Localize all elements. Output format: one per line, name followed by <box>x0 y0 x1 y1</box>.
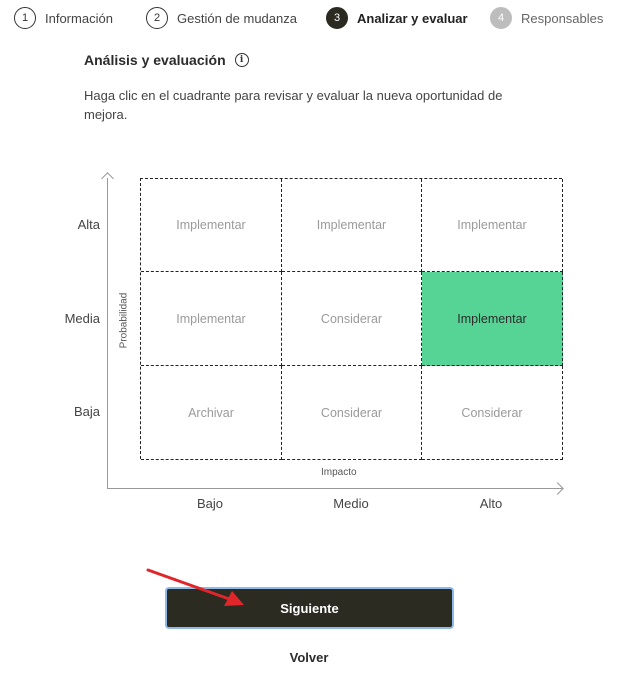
column-label-bajo: Bajo <box>196 496 224 511</box>
x-axis-arrow-icon <box>551 482 564 495</box>
back-link[interactable]: Volver <box>289 650 329 665</box>
section-description: Haga clic en el cuadrante para revisar y evaluar la nueva oportunidad de mejora. <box>84 88 503 122</box>
x-axis-title: Impacto <box>321 467 357 478</box>
risk-matrix <box>140 178 562 459</box>
x-axis-line <box>107 488 562 489</box>
section-title <box>84 52 249 68</box>
y-axis-arrow-icon <box>101 172 114 185</box>
row-label-media: Media <box>64 311 100 326</box>
step-responsables[interactable] <box>490 6 603 30</box>
step-label: Gestión de mudanza <box>177 10 297 26</box>
matrix-cell-baja-bajo[interactable]: Archivar <box>141 366 282 460</box>
info-icon[interactable]: i <box>235 53 249 67</box>
row-label-baja: Baja <box>73 404 100 419</box>
matrix-cell-alta-medio[interactable]: Implementar <box>282 179 422 272</box>
next-button[interactable]: Siguiente <box>165 587 454 629</box>
step-label: Información <box>45 10 113 26</box>
y-axis-line <box>107 178 108 488</box>
step-number: 4 <box>490 7 512 29</box>
column-label-medio: Medio <box>333 496 369 511</box>
matrix-cell-baja-medio[interactable]: Considerar <box>282 366 422 460</box>
step-analizar-y-evaluar[interactable] <box>326 6 468 30</box>
step-number: 3 <box>326 7 348 29</box>
matrix-cell-alta-alto[interactable]: Implementar <box>422 179 563 272</box>
matrix-cell-baja-alto[interactable]: Considerar <box>422 366 563 460</box>
row-label-alta: Alta <box>77 217 100 232</box>
matrix-cell-media-alto[interactable]: Implementar <box>422 272 563 366</box>
section-title-text: Análisis y evaluación <box>84 52 226 68</box>
step-label: Analizar y evaluar <box>357 10 468 26</box>
matrix-cell-alta-bajo[interactable]: Implementar <box>141 179 282 272</box>
matrix-cell-media-bajo[interactable]: Implementar <box>141 272 282 366</box>
y-axis-title: Probabilidad <box>118 292 130 349</box>
step-informacion[interactable] <box>14 6 113 30</box>
step-label: Responsables <box>521 10 604 26</box>
step-number: 2 <box>146 7 168 29</box>
step-gestion-de-mudanza[interactable] <box>146 6 297 30</box>
column-label-alto: Alto <box>479 496 503 511</box>
matrix-cell-media-medio[interactable]: Considerar <box>282 272 422 366</box>
step-number: 1 <box>14 7 36 29</box>
